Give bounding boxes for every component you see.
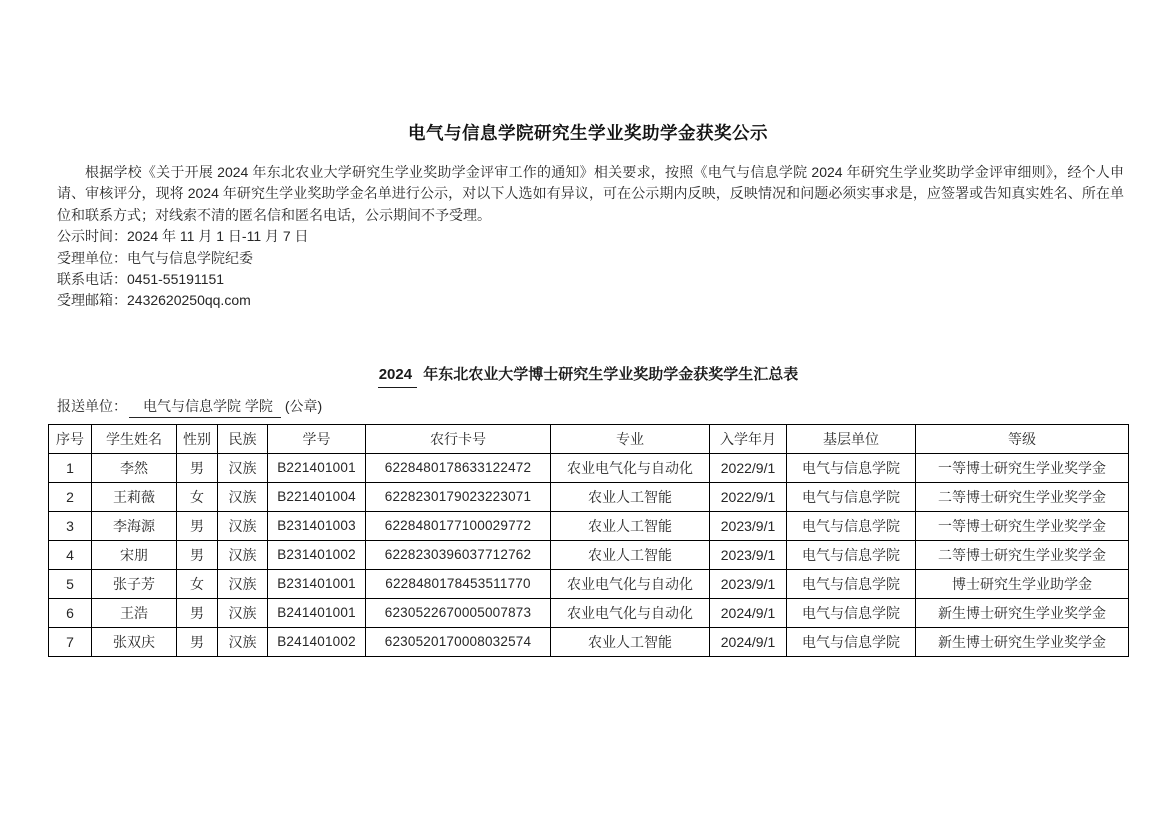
cell-enrollment-date: 2022/9/1 (710, 453, 787, 482)
cell-base-unit: 电气与信息学院 (787, 569, 916, 598)
info-value: 2024 年 11 月 1 日-11 月 7 日 (127, 228, 309, 245)
info-block (57, 226, 1128, 312)
caption-year: 2024 (378, 364, 417, 388)
header-enrollment-date: 入学年月 (710, 424, 787, 453)
info-value: 电气与信息学院纪委 (127, 249, 253, 266)
cell-award-level: 二等博士研究生学业奖学金 (916, 540, 1129, 569)
report-unit-name: 电气与信息学院 学院 (129, 397, 281, 418)
cell-index: 1 (49, 453, 92, 482)
header-base-unit: 基层单位 (787, 424, 916, 453)
cell-student-name: 李然 (92, 453, 177, 482)
cell-gender: 女 (177, 482, 218, 511)
header-bank-card: 农行卡号 (366, 424, 551, 453)
cell-enrollment-date: 2024/9/1 (710, 598, 787, 627)
header-student-name: 学生姓名 (92, 424, 177, 453)
cell-award-level: 博士研究生学业助学金 (916, 569, 1129, 598)
summary-table-caption (48, 364, 1128, 388)
cell-enrollment-date: 2023/9/1 (710, 540, 787, 569)
cell-student-name: 王浩 (92, 598, 177, 627)
cell-index: 7 (49, 627, 92, 656)
info-value: 2432620250qq.com (127, 292, 251, 309)
cell-ethnicity: 汉族 (218, 511, 268, 540)
cell-ethnicity: 汉族 (218, 569, 268, 598)
cell-enrollment-date: 2023/9/1 (710, 511, 787, 540)
cell-base-unit: 电气与信息学院 (787, 540, 916, 569)
cell-award-level: 二等博士研究生学业奖学金 (916, 482, 1129, 511)
cell-major: 农业电气化与自动化 (551, 598, 710, 627)
cell-bank-card: 6228480178633122472 (366, 453, 551, 482)
cell-student-name: 王莉薇 (92, 482, 177, 511)
info-line-publicity-period (57, 226, 1128, 247)
cell-ethnicity: 汉族 (218, 453, 268, 482)
cell-bank-card: 6228230396037712762 (366, 540, 551, 569)
header-major: 专业 (551, 424, 710, 453)
cell-student-id: B221401004 (268, 482, 366, 511)
info-value: 0451-55191151 (127, 271, 225, 288)
info-label: 受理邮箱： (57, 292, 127, 309)
cell-enrollment-date: 2023/9/1 (710, 569, 787, 598)
cell-ethnicity: 汉族 (218, 540, 268, 569)
cell-student-name: 张子芳 (92, 569, 177, 598)
info-line-contact-email (57, 290, 1128, 311)
table-header-row (49, 424, 1129, 453)
cell-gender: 男 (177, 453, 218, 482)
cell-bank-card: 6230520170008032574 (366, 627, 551, 656)
cell-student-id: B221401001 (268, 453, 366, 482)
summary-table (48, 424, 1129, 657)
table-row (49, 540, 1129, 569)
cell-index: 3 (49, 511, 92, 540)
info-label: 公示时间： (57, 228, 127, 245)
cell-major: 农业人工智能 (551, 540, 710, 569)
cell-base-unit: 电气与信息学院 (787, 627, 916, 656)
caption-text: 年东北农业大学博士研究生学业奖助学金获奖学生汇总表 (419, 365, 799, 383)
header-award-level: 等级 (916, 424, 1129, 453)
cell-award-level: 一等博士研究生学业奖学金 (916, 453, 1129, 482)
cell-major: 农业人工智能 (551, 627, 710, 656)
cell-student-name: 张双庆 (92, 627, 177, 656)
info-label: 受理单位： (57, 249, 127, 266)
info-line-contact-phone (57, 269, 1128, 290)
cell-enrollment-date: 2024/9/1 (710, 627, 787, 656)
cell-index: 4 (49, 540, 92, 569)
cell-base-unit: 电气与信息学院 (787, 482, 916, 511)
report-seal-note: (公章) (284, 397, 323, 414)
cell-gender: 男 (177, 511, 218, 540)
cell-bank-card: 6230522670005007873 (366, 598, 551, 627)
header-ethnicity: 民族 (218, 424, 268, 453)
header-student-id: 学号 (268, 424, 366, 453)
cell-base-unit: 电气与信息学院 (787, 453, 916, 482)
report-label: 报送单位： (57, 397, 127, 414)
cell-index: 2 (49, 482, 92, 511)
cell-enrollment-date: 2022/9/1 (710, 482, 787, 511)
table-row (49, 569, 1129, 598)
header-gender: 性别 (177, 424, 218, 453)
cell-gender: 女 (177, 569, 218, 598)
table-row (49, 598, 1129, 627)
cell-gender: 男 (177, 540, 218, 569)
cell-index: 5 (49, 569, 92, 598)
table-row (49, 482, 1129, 511)
table-row (49, 453, 1129, 482)
cell-bank-card: 6228230179023223071 (366, 482, 551, 511)
cell-student-id: B231401001 (268, 569, 366, 598)
cell-ethnicity: 汉族 (218, 482, 268, 511)
cell-major: 农业人工智能 (551, 482, 710, 511)
cell-ethnicity: 汉族 (218, 627, 268, 656)
cell-index: 6 (49, 598, 92, 627)
cell-bank-card: 6228480177100029772 (366, 511, 551, 540)
cell-base-unit: 电气与信息学院 (787, 511, 916, 540)
cell-ethnicity: 汉族 (218, 598, 268, 627)
info-line-accepting-unit (57, 248, 1128, 269)
announcement-paragraph: 根据学校《关于开展 2024 年东北农业大学研究生学业奖助学金评审工作的通知》相关要求，按照《电气与信息学院 2024 年研究生学业奖助学金评审细则》，经个人申请、审核评分，现将 2024 年研究生学业奖助学金名单进行公示，对以下人选如有异议，可在公示期内反映，反映情况和问题必须实事求是，应签署或告知真实姓名、所在单位和联系方式；对线索不清的匿名信和匿名电话，公示期间不予受理。 (57, 164, 1124, 223)
cell-gender: 男 (177, 598, 218, 627)
cell-student-id: B241401001 (268, 598, 366, 627)
cell-award-level: 新生博士研究生学业奖学金 (916, 627, 1129, 656)
cell-student-id: B231401002 (268, 540, 366, 569)
cell-bank-card: 6228480178453511770 (366, 569, 551, 598)
cell-student-name: 宋朋 (92, 540, 177, 569)
cell-base-unit: 电气与信息学院 (787, 598, 916, 627)
header-index: 序号 (49, 424, 92, 453)
table-row (49, 627, 1129, 656)
cell-award-level: 一等博士研究生学业奖学金 (916, 511, 1129, 540)
cell-student-name: 李海源 (92, 511, 177, 540)
cell-major: 农业电气化与自动化 (551, 569, 710, 598)
page-title: 电气与信息学院研究生学业奖助学金获奖公示 (408, 123, 768, 143)
info-label: 联系电话： (57, 271, 127, 288)
cell-student-id: B231401003 (268, 511, 366, 540)
report-unit-line (57, 397, 1128, 418)
cell-major: 农业人工智能 (551, 511, 710, 540)
table-row (49, 511, 1129, 540)
cell-gender: 男 (177, 627, 218, 656)
cell-award-level: 新生博士研究生学业奖学金 (916, 598, 1129, 627)
cell-student-id: B241401002 (268, 627, 366, 656)
table-body (49, 453, 1129, 656)
cell-major: 农业电气化与自动化 (551, 453, 710, 482)
